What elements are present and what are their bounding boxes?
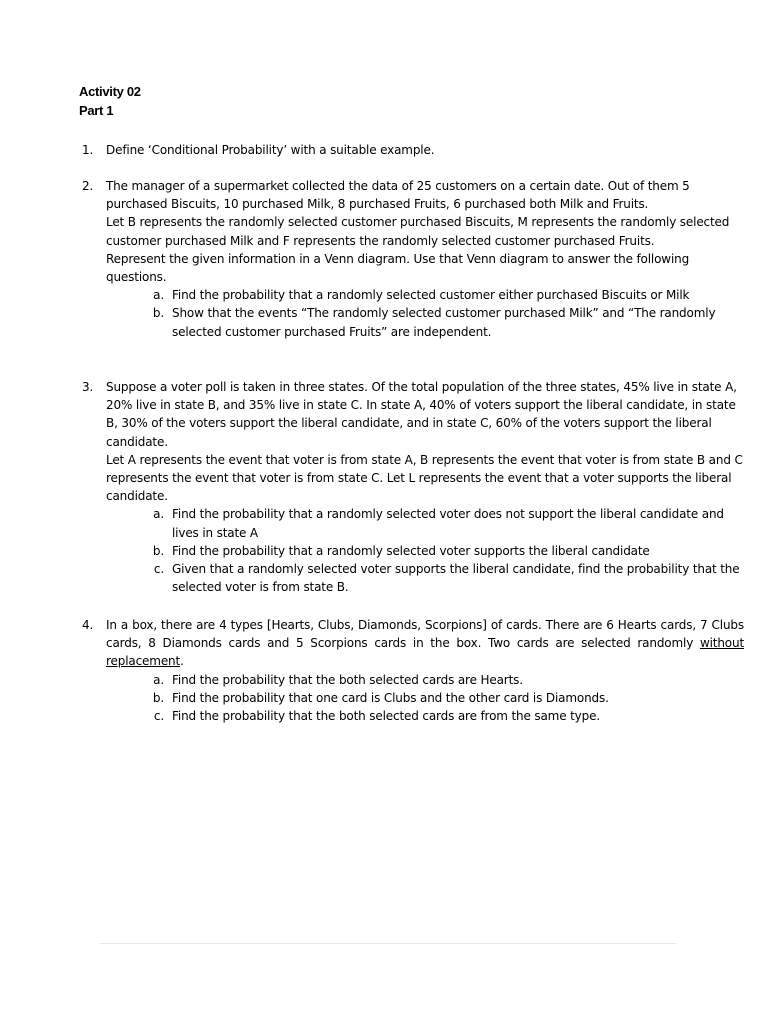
sub-question-letter: b. bbox=[152, 543, 164, 558]
sub-question-letter: b. bbox=[152, 306, 164, 321]
sub-question-text: Show that the events “The randomly selected customer purchased Milk” and “The randomly selected customer purchased Fruits” are independent. bbox=[172, 306, 716, 339]
question-text-main: In a box, there are 4 types [Hearts, Clubs, Diamonds, Scorpions] of cards. There are 6 Hearts cards, 7 Clubs cards, 8 Diamonds cards and 5 Scorpions cards in the box. Two cards are selected randomly bbox=[106, 618, 744, 651]
question-text bbox=[106, 616, 744, 671]
question-number: 2. bbox=[82, 179, 94, 193]
question-text: The manager of a supermarket collected the data of 25 customers on a certain date. Out of them 5 purchased Biscuits, 10 purchased Milk, 8 purchased Fruits, 6 purchased both Milk and Fruits. bbox=[106, 179, 690, 212]
sub-question-text: Find the probability that one card is Clubs and the other card is Diamonds. bbox=[172, 690, 609, 705]
question-text-end: . bbox=[180, 654, 184, 669]
sub-question-text: Given that a randomly selected voter supports the liberal candidate, find the probability that the selected voter is from state B. bbox=[172, 562, 740, 595]
sub-question-letter: c. bbox=[153, 709, 164, 724]
sub-question-text: Find the probability that a randomly selected customer either purchased Biscuits or Milk bbox=[172, 288, 690, 303]
sub-question bbox=[153, 286, 744, 304]
sub-question bbox=[152, 689, 744, 707]
sub-question-letter: a. bbox=[153, 672, 164, 687]
question-1 bbox=[82, 141, 744, 159]
page-divider bbox=[100, 943, 676, 944]
question-text: Define ‘Conditional Probability’ with a suitable example. bbox=[106, 143, 435, 157]
sub-question-list bbox=[106, 505, 744, 596]
sub-question bbox=[153, 671, 744, 689]
sub-question-letter: c. bbox=[153, 562, 164, 577]
sub-question bbox=[152, 542, 744, 560]
sub-question-text: Find the probability that a randomly selected voter does not support the liberal candidate and lives in state A bbox=[172, 507, 724, 540]
question-text: Let B represents the randomly selected customer purchased Biscuits, M represents the randomly selected customer purchased Milk and F represents the randomly selected customer purchased Fruits. bbox=[106, 215, 730, 248]
sub-question bbox=[152, 304, 744, 340]
sub-question-letter: b. bbox=[152, 690, 164, 705]
part-heading: Part 1 bbox=[79, 103, 114, 118]
question-number: 3. bbox=[82, 380, 94, 394]
sub-question-list bbox=[106, 671, 744, 726]
question-text: Let A represents the event that voter is from state A, B represents the event that voter is from state B and C represents the event that voter is from state C. Let L represents the event that a voter supports the liberal candidate. bbox=[106, 452, 743, 504]
sub-question-letter: a. bbox=[153, 507, 164, 522]
underlined-phrase: without replacement bbox=[106, 636, 744, 669]
question-number: 1. bbox=[82, 143, 94, 157]
question-text: Suppose a voter poll is taken in three states. Of the total population of the three states, 45% live in state A, 20% live in state B, and 35% live in state C. In state A, 40% of voters support the liberal candidate, in state B, 30% of the voters support the liberal candidate, and in state C, 60% of the voters support the liberal candidate. bbox=[106, 380, 737, 449]
question-2 bbox=[82, 177, 744, 341]
question-number: 4. bbox=[82, 618, 94, 632]
sub-question-text: Find the probability that the both selected cards are from the same type. bbox=[172, 709, 600, 724]
activity-title: Activity 02 bbox=[79, 84, 141, 99]
question-4 bbox=[82, 616, 744, 725]
sub-question bbox=[153, 560, 744, 596]
sub-question bbox=[153, 505, 744, 541]
question-text: Represent the given information in a Venn diagram. Use that Venn diagram to answer the following questions. bbox=[106, 251, 690, 285]
sub-question bbox=[153, 707, 744, 725]
sub-question-text: Find the probability that a randomly selected voter supports the liberal candidate bbox=[172, 543, 650, 558]
sub-question-list bbox=[106, 286, 744, 341]
sub-question-letter: a. bbox=[153, 288, 164, 303]
question-3 bbox=[82, 378, 744, 596]
sub-question-text: Find the probability that the both selected cards are Hearts. bbox=[172, 672, 523, 687]
